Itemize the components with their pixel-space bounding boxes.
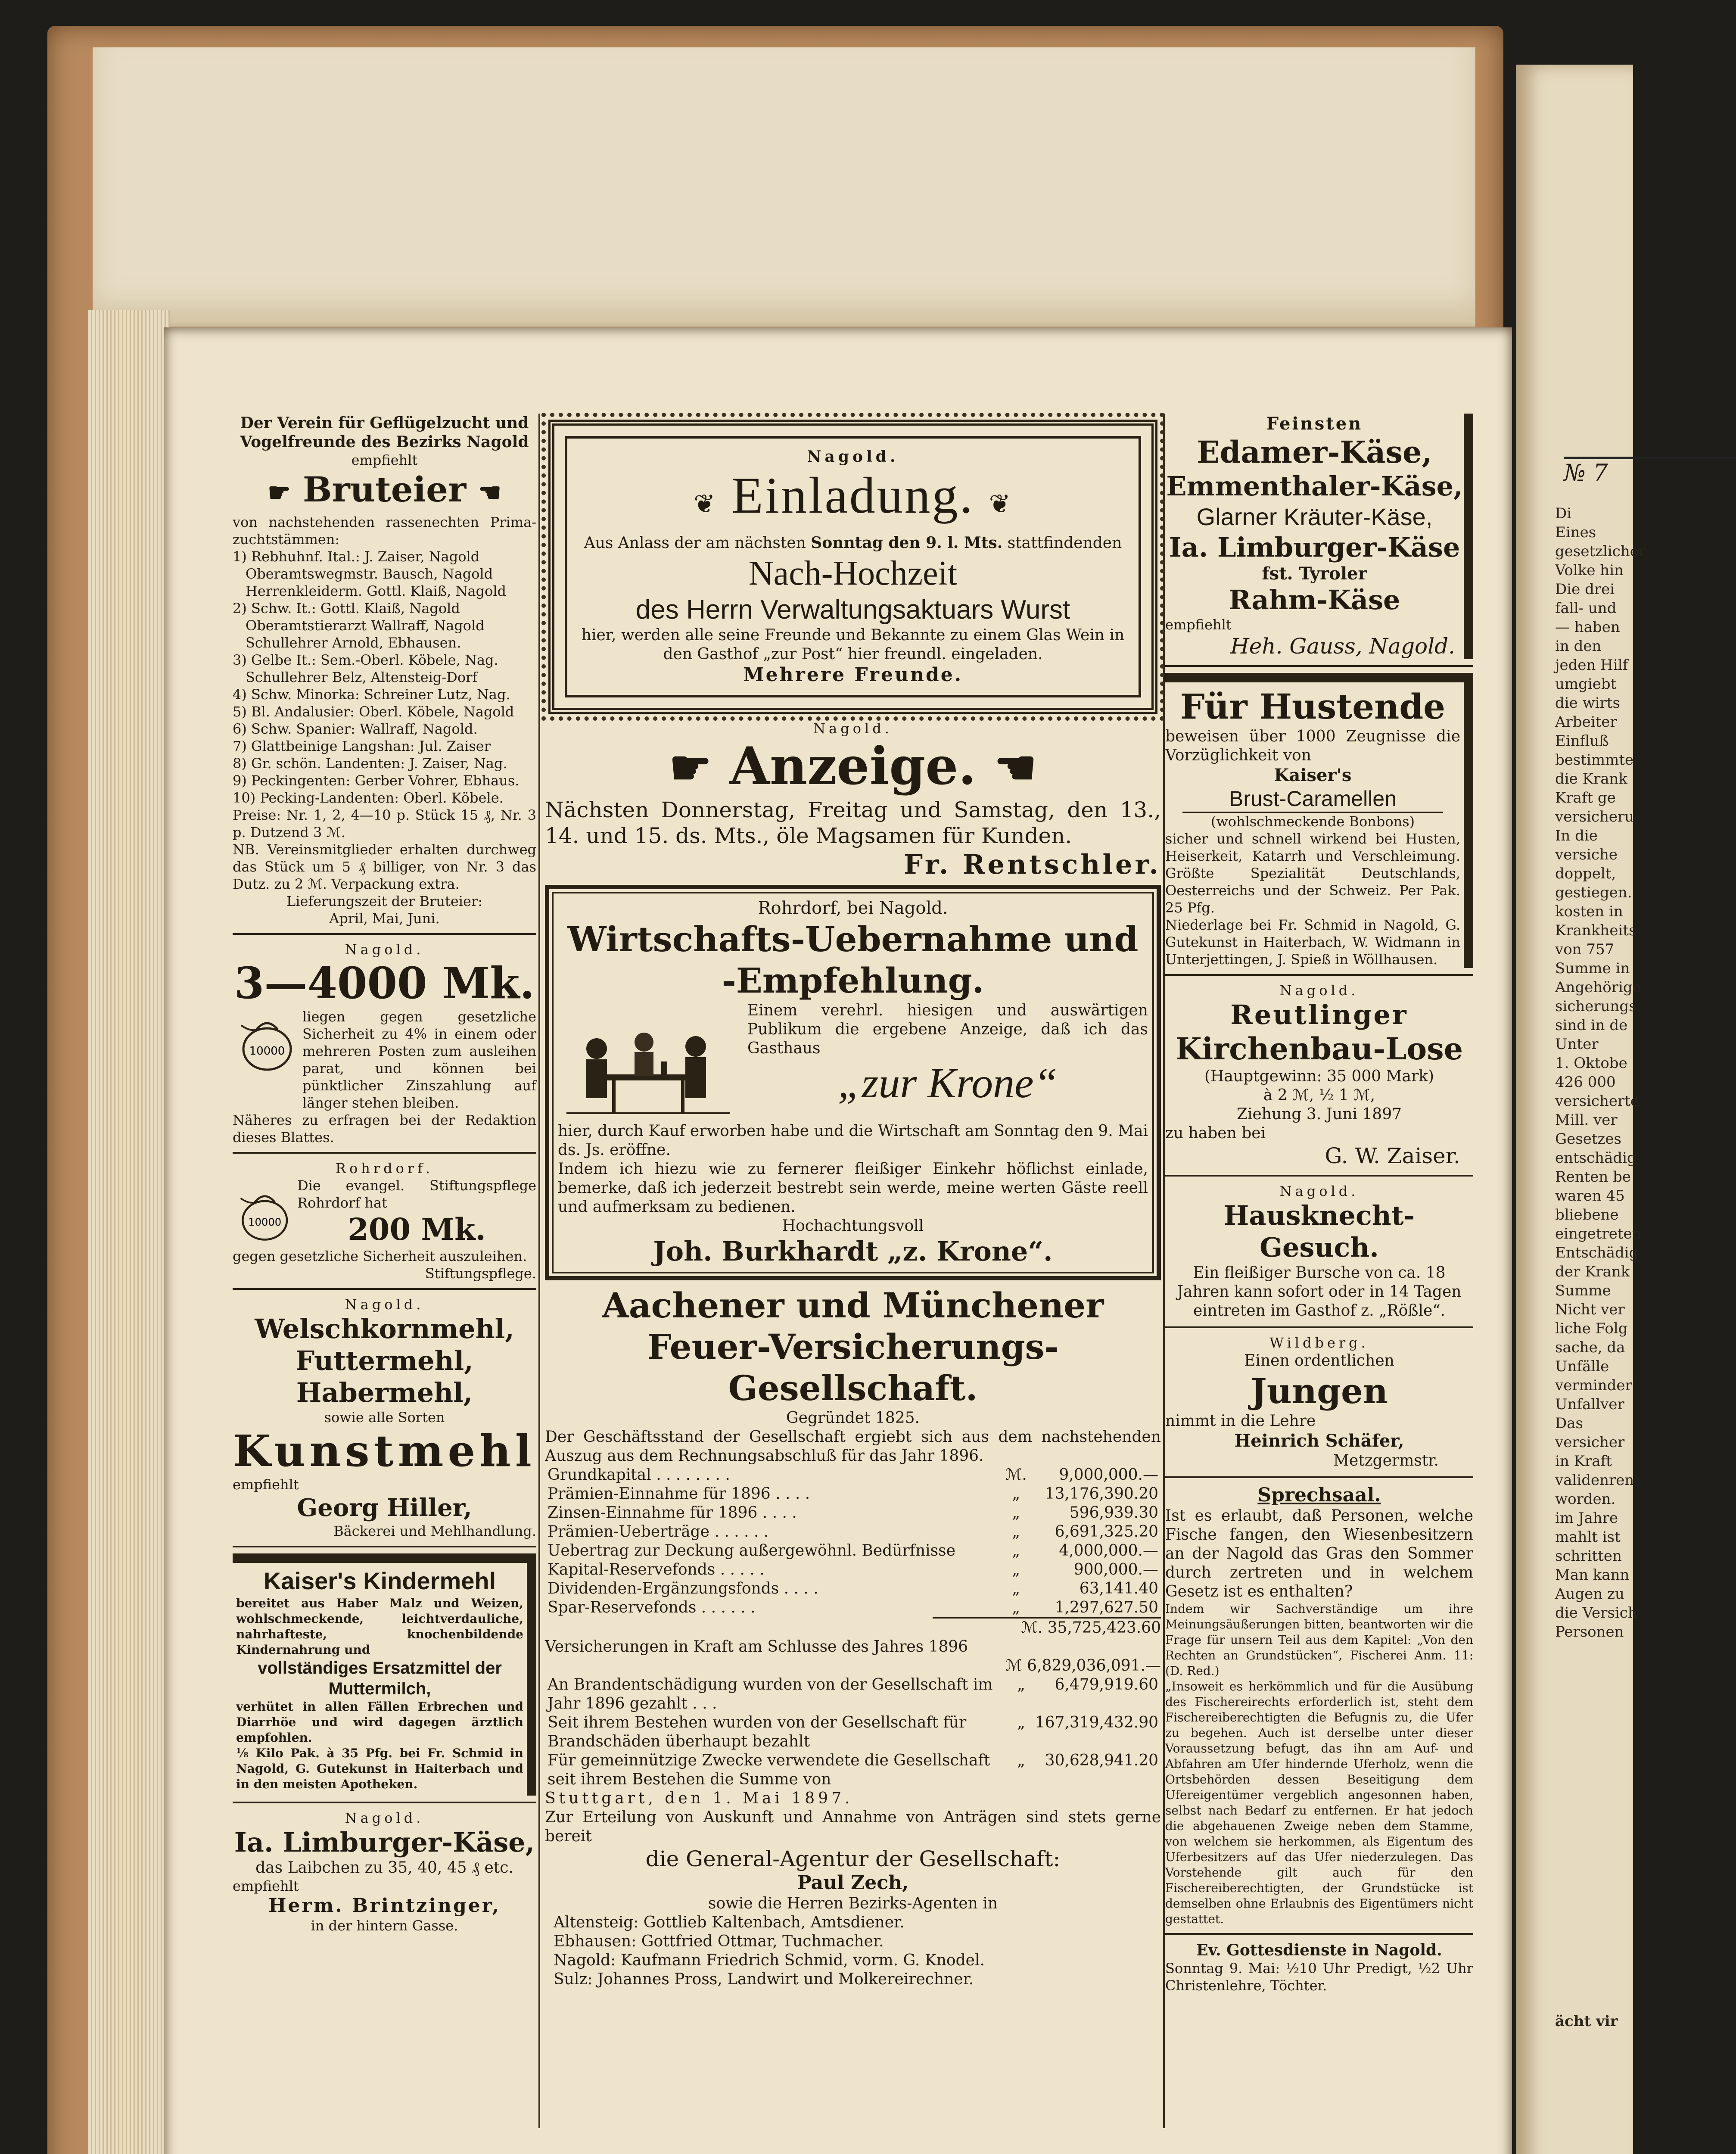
ad-limburger (233, 1809, 536, 1934)
table-row (545, 1675, 1161, 1713)
table-row (545, 1560, 1161, 1579)
vers-founded: Gegründet 1825. (786, 1409, 920, 1427)
lose-title2: Kirchenbau-Lose (1175, 1031, 1463, 1067)
bruteier-list (233, 548, 536, 806)
cell-label: Seit ihrem Bestehen wurden von der Gesellschaft für Brandschäden überhaupt bezahlt (548, 1714, 967, 1750)
next-page-line: von 757 (1555, 941, 1615, 958)
vers-title1: Aachener und Münchener (602, 1285, 1104, 1326)
empfiehlt: empfiehlt (1165, 616, 1232, 633)
table-row (545, 1713, 1161, 1751)
vers-agency: die General-Agentur der Gesellschaft: (645, 1846, 1061, 1871)
table-row (545, 1579, 1161, 1598)
divider (233, 1152, 536, 1154)
ad-versicherung (545, 1285, 1161, 1989)
next-page-line: Personen (1555, 1623, 1624, 1640)
einladung-text2: hier, werden alle seine Freunde und Bekannte zu einem Glas Wein in den Gasthof „zur Post“ hier freundl. eingeladen. (581, 626, 1125, 663)
agents-list (545, 1913, 1161, 1989)
jungen-title: Jungen (1250, 1371, 1388, 1411)
gottesdienste (1165, 1941, 1473, 1994)
money-amount: 3—4000 Mk. (234, 958, 535, 1009)
ad-kindermehl (233, 1553, 536, 1796)
next-page-line: In die (1555, 827, 1598, 844)
cell-amount: 167,319,432.90 (1035, 1714, 1158, 1731)
bruteier-item: 10) Pecking-Landenten: Oberl. Köbele. (233, 790, 504, 806)
table-row (545, 1503, 1161, 1522)
next-page-line: Arbeiter (1555, 713, 1617, 731)
cell-cur: ℳ. (1005, 1466, 1027, 1484)
stiftung-text: Die evangel. Stiftungspflege Rohrdorf hat (297, 1177, 536, 1211)
empfiehlt: empfiehlt (233, 1878, 299, 1894)
next-page-line: Summe in (1555, 960, 1630, 977)
cell-cur: „ (1017, 1676, 1026, 1693)
cell-cur: „ (1012, 1599, 1020, 1616)
krone-title1: Wirtschafts-Uebernahme und (567, 919, 1139, 959)
next-page-line: die wirts (1555, 694, 1620, 712)
cell-label: Dividenden-Ergänzungsfonds . . . . (548, 1580, 818, 1597)
table-row (545, 1541, 1161, 1560)
cell-amount: 6,479,919.60 (1055, 1676, 1158, 1693)
next-page-line: schritten (1555, 1547, 1622, 1565)
next-page-line: sind in de (1555, 1017, 1628, 1034)
cell-amount: 30,628,941.20 (1045, 1752, 1158, 1769)
empfiehlt: empfiehlt (233, 1476, 299, 1493)
cell-label: Für gemeinnützige Zwecke verwendete die Gesellschaft seit ihrem Bestehen die Summe von (548, 1752, 990, 1788)
next-page-line: — haben (1555, 619, 1620, 636)
ad-husten (1165, 673, 1473, 968)
next-page-line: Entschädig (1555, 1244, 1639, 1261)
next-page-line: versiche (1555, 846, 1618, 863)
season: April, Mai, Juni. (329, 910, 440, 927)
cell-cur: „ (1012, 1504, 1020, 1522)
kaese-top: Feinsten (1266, 414, 1363, 434)
cell-amount: 9,000,000.— (1059, 1466, 1158, 1484)
next-page-line: waren 45 (1555, 1187, 1625, 1205)
vers-insured: ℳ 6,829,036,091.— (1005, 1657, 1161, 1675)
gottesdienste-text: Sonntag 9. Mai: ½10 Uhr Predigt, ½2 Uhr Christenlehre, Töchter. (1165, 1960, 1473, 1994)
money-note: Näheres zu erfragen bei der Redaktion dieses Blattes. (233, 1112, 536, 1145)
next-page-line: Die drei (1555, 581, 1615, 598)
next-page-edge (1516, 65, 1646, 2154)
kindermehl-text2: verhütet in allen Fällen Erbrechen und Diarrhöe und wird dagegen ärztlich empfohlen. (236, 1700, 523, 1745)
kaese-l6: Rahm-Käse (1229, 584, 1400, 616)
money-text: liegen gegen gesetzliche Sicherheit zu 4% in einem oder mehreren Posten zum ausleihen parat, und können bei pünktlicher Zinszahlung auf länger stehen bleiben. (302, 1009, 536, 1111)
husten-note: (wohlschmeckende Bonbons) (1210, 813, 1415, 830)
ad-mehl (233, 1296, 536, 1540)
vers-agents-intro: sowie die Herren Bezirks-Agenten in (708, 1895, 998, 1912)
jungen-text: nimmt in die Lehre (1165, 1412, 1316, 1430)
next-page-line: Kraft ge (1555, 789, 1616, 806)
krone-text-block (747, 1001, 1148, 1122)
hausknecht-text: Ein fleißiger Bursche von ca. 18 Jahren kann sofort oder in 14 Tagen eintreten im Gasthof z. „Rößle“. (1177, 1264, 1462, 1320)
agent-line: Sulz: Johannes Pross, Landwirt und Molkereirechner. (554, 1970, 974, 1988)
husten-text1: beweisen über 1000 Zeugnisse die Vorzüglichkeit von (1165, 728, 1460, 764)
next-page-line: bestimmte (1555, 751, 1634, 769)
divider (1165, 1933, 1473, 1935)
kindermehl-title: Kaiser's Kindermehl (263, 1567, 496, 1594)
krone-sign: Joh. Burkhardt „z. Krone“. (653, 1236, 1053, 1267)
cell-label: Prämien-Einnahme für 1896 . . . . (548, 1485, 810, 1503)
stiftung-text2: gegen gesetzliche Sicherheit auszuleihen. (233, 1248, 527, 1264)
mehl-trade: Bäckerei und Mehlhandlung. (333, 1523, 536, 1539)
krone-regards: Hochachtungsvoll (782, 1217, 924, 1235)
table-row (545, 1598, 1161, 1617)
einladung-text1b: Sonntag den 9. l. Mts. (811, 534, 1003, 552)
lose-price: à 2 ℳ, ½ 1 ℳ, (1263, 1086, 1375, 1104)
divider (233, 1802, 536, 1803)
next-page-line: Unfälle (1555, 1358, 1609, 1375)
gottesdienste-title: Ev. Gottesdienste in Nagold. (1196, 1941, 1442, 1959)
next-page-footer: ächt vir (1555, 2013, 1618, 2030)
husten-text3: Niederlage bei Fr. Schmid in Nagold, G. Gutekunst in Haiterbach, W. Widmann in Unterjettingen, J. Spieß in Wöllhausen. (1165, 917, 1460, 968)
next-page-line: in den (1555, 638, 1602, 655)
stiftung-amount: 200 Mk. (348, 1211, 486, 1247)
cell-cur: „ (1017, 1714, 1026, 1731)
bruteier-item: 5) Bl. Andalusier: Oberl. Köbele, Nagold (233, 703, 514, 720)
jungen-trade: Metzgermstr. (1333, 1452, 1439, 1469)
pointing-hand-icon: ☛ (268, 478, 291, 508)
einladung-title-row (580, 466, 1126, 533)
kaese-sign: Heh. Gauss, Nagold. (1230, 634, 1455, 659)
jungen-intro: Einen ordentlichen (1244, 1352, 1394, 1370)
empfiehlt: empfiehlt (351, 452, 418, 468)
place: Nagold. (345, 941, 424, 958)
next-page-line: kosten in (1555, 903, 1623, 920)
mehl-line5: Kunstmehl (233, 1426, 536, 1476)
bruteier-item: 7) Glattbeinige Langshan: Jul. Zaiser (233, 738, 491, 754)
einladung-sign: Mehrere Freunde. (743, 664, 963, 686)
lose-draw: Ziehung 3. Juni 1897 (1236, 1105, 1402, 1123)
bruteier-item: 3) Gelbe It.: Sem.-Oberl. Köbele, Nag. Schullehrer Belz, Altensteig-Dorf (233, 652, 498, 685)
lose-title1: Reutlinger (1230, 999, 1408, 1030)
sprechsaal-text1: Ist es erlaubt, daß Personen, welche Fische fangen, den Wiesenbesitzern an der Nagold das Gras den Sommer durch zertreten und in welchem Gesetz ist es enthalten? (1165, 1507, 1473, 1600)
lose-avail: zu haben bei (1165, 1124, 1266, 1142)
bruteier-title-row (233, 469, 536, 514)
next-page-line: gesetzlicher (1555, 543, 1646, 560)
cell-amount: 596,939.30 (1069, 1504, 1158, 1522)
next-page-line: Eines (1555, 524, 1596, 541)
krone-title2: -Empfehlung. (722, 960, 984, 1001)
column-right (1165, 414, 1473, 2128)
bruteier-item: 4) Schw. Minorka: Schreiner Lutz, Nag. (233, 686, 510, 703)
bruteier-item: 1) Rebhuhnf. Ital.: J. Zaiser, Nagold Oberamtswegmstr. Bausch, Nagold Herrenkleiderm. Gottl. Klaiß, Nagold (233, 548, 507, 599)
next-page-line: worden. (1555, 1491, 1616, 1508)
agent-line: Ebhausen: Gottfried Ottmar, Tuchmacher. (554, 1933, 884, 1950)
next-page-line: entschädig (1555, 1149, 1636, 1167)
cell-cur: „ (1012, 1542, 1020, 1559)
krone-text1: Einem verehrl. hiesigen und auswärtigen Publikum die ergebene Anzeige, daß ich das Gasthaus (747, 1002, 1148, 1057)
next-page-line: mahlt ist (1555, 1528, 1621, 1546)
mehl-line2: Futtermehl, (296, 1345, 473, 1376)
next-page-line: verminder (1555, 1377, 1632, 1394)
cell-cur: „ (1012, 1485, 1020, 1503)
kindermehl-highlight: vollständiges Ersatzmittel der Muttermilch, (258, 1659, 502, 1698)
kaese-l3: Glarner Kräuter-Käse, (1196, 503, 1433, 530)
next-page-line: umgiebt (1555, 675, 1617, 693)
next-page-line: Summe (1555, 1282, 1611, 1299)
cell-label: Zinsen-Einnahme für 1896 . . . . (548, 1504, 797, 1522)
next-page-line: Gesetzes (1555, 1130, 1621, 1148)
next-page-line: Mill. ver (1555, 1111, 1618, 1129)
kaese-l5: fst. Tyroler (1262, 563, 1367, 584)
cell-cur: „ (1012, 1580, 1020, 1597)
cell-amount: 1,297,627.50 (1055, 1599, 1158, 1616)
next-page-line: in Kraft (1555, 1453, 1612, 1470)
vers-offer: Zur Erteilung von Auskunft und Annahme von Anträgen sind stets gerne bereit (545, 1808, 1161, 1845)
next-page-line: eingetreten (1555, 1225, 1642, 1242)
next-page-header: № 7 (1564, 457, 1736, 494)
einladung-text1-row (580, 533, 1126, 553)
next-page-line: im Jahre (1555, 1510, 1618, 1527)
divider (233, 1288, 536, 1290)
husten-brand: Kaiser's (1274, 765, 1352, 785)
next-page-line: versicher (1555, 1434, 1625, 1451)
einladung-event: Nach-Hochzeit (748, 554, 958, 592)
pointing-hand-left-icon: ☚ (994, 740, 1037, 795)
bruteier-nb: NB. Vereinsmitglieder erhalten durchweg das Stück um 5 ₰ billiger, von Nr. 3 das Dutz. zu 2 ℳ. Verpackung extra. (233, 841, 536, 892)
table-row (545, 1466, 1161, 1485)
next-page-line: bliebene (1555, 1206, 1619, 1223)
cell-label: Uebertrag zur Deckung außergewöhnl. Bedürfnisse (548, 1542, 955, 1559)
ad-krone (545, 885, 1161, 1280)
next-page-line: der Krank (1555, 1263, 1630, 1280)
stiftung-body (233, 1177, 536, 1248)
column-middle (545, 414, 1161, 2128)
ad-stiftung (233, 1160, 536, 1282)
ornament-icon: ❦ (694, 490, 717, 518)
kindermehl-text1: bereitet aus Haber Malz und Weizen, wohlschmeckende, leichtverdauliche, nahrhafteste, knochenbildende Kindernahrung und (236, 1596, 523, 1657)
society: Der Verein für Geflügelzucht und Vogelfreunde des Bezirks Nagold (240, 414, 529, 451)
vers-date: Stuttgart, den 1. Mai 1897. (545, 1790, 853, 1807)
pointing-hand-left-icon: ☚ (478, 478, 501, 508)
limburger-name: Herm. Brintzinger, (268, 1895, 501, 1917)
next-page-line: sache, da (1555, 1339, 1625, 1356)
season-label: Lieferungszeit der Bruteier: (286, 893, 483, 909)
krone-body (558, 1001, 1148, 1122)
next-page-line: Volke hin (1555, 562, 1624, 579)
next-page-line: 1. Oktobe (1555, 1055, 1627, 1072)
divider (1165, 974, 1473, 976)
jungen-name: Heinrich Schäfer, (1234, 1431, 1404, 1451)
cell-label: Grundkapital . . . . . . . . (548, 1466, 730, 1484)
cell-label: An Brandentschädigung wurden von der Gesellschaft im Jahr 1896 gezahlt . . . (548, 1676, 993, 1712)
einladung-person: des Herrn Verwaltungsaktuars Wurst (635, 595, 1070, 625)
column-rule-1 (538, 414, 540, 2128)
husten-title: Für Hustende (1180, 686, 1446, 727)
sprechsaal-text2: Indem wir Sachverständige um ihre Meinungsäußerungen bitten, beantworten wir die Frage für unsern Teil aus dem Kapitel: „Von den Rechten an Grundstücken“, Fischerei Anm. 11: (D. Red.) (1165, 1602, 1473, 1678)
place: Rohrdorf. (335, 1160, 434, 1177)
lose-prize: (Hauptgewinn: 35 000 Mark) (1204, 1068, 1434, 1085)
ad-anzeige (545, 720, 1161, 881)
husten-text2: sicher und schnell wirkend bei Husten, Heiserkeit, Katarrh und Verschleimung. Größte Spezialität Deutschlands, Oesterreichs und der Schweiz. Per Pak. 25 Pfg. (1165, 831, 1460, 916)
next-page-line: Augen zu (1555, 1585, 1624, 1603)
bruteier-title: Bruteier (302, 469, 467, 510)
vers-insured-label: Versicherungen in Kraft am Schlusse des Jahres 1896 (545, 1638, 968, 1656)
next-page-line: die Krank (1555, 770, 1627, 788)
next-page-line: fall- und (1555, 600, 1617, 617)
kaese-l1: Edamer-Käse, (1197, 434, 1432, 470)
next-page-line: liche Folg (1555, 1320, 1628, 1337)
place: Nagold. (807, 448, 899, 466)
husten-product: Brust-Caramellen (1182, 786, 1443, 813)
anzeige-title: Anzeige. (729, 736, 977, 797)
pointing-hand-icon: ☛ (669, 740, 712, 795)
anzeige-text: Nächsten Donnerstag, Freitag und Samstag, den 13., 14. und 15. ds. Mts., öle Magsamen für Kunden. (545, 797, 1161, 848)
einladung-text1: Aus Anlass der am nächsten (584, 534, 806, 552)
money-bag-icon (233, 1008, 297, 1073)
next-page-line: Man kann (1555, 1566, 1630, 1584)
cell-cur: „ (1017, 1752, 1026, 1769)
ad-lose (1165, 982, 1473, 1169)
next-page-line: Einfluß (1555, 732, 1609, 750)
cell-cur: „ (1012, 1561, 1020, 1578)
column-rule-2 (1163, 414, 1165, 2128)
anzeige-sign: Fr. Rentschler. (903, 849, 1161, 880)
bruteier-intro: von nachstehenden rassenechten Prima-zuchtstämmen: (233, 514, 536, 548)
limburger-title: Ia. Limburger-Käse, (234, 1827, 535, 1858)
divider (1165, 665, 1473, 667)
cell-amount: 4,000,000.— (1059, 1542, 1158, 1559)
ad-jungen (1165, 1334, 1473, 1470)
bruteier-item: 8) Gr. schön. Landenten: J. Zaiser, Nag. (233, 755, 507, 772)
next-page-line: sicherungs (1555, 998, 1636, 1015)
divider (1165, 1476, 1473, 1478)
money-bag-label: 10000 (249, 1045, 285, 1058)
divider (1165, 1175, 1473, 1177)
table-row (545, 1522, 1161, 1541)
next-page-line: Unter (1555, 1036, 1599, 1053)
next-page-line: versicheru (1555, 808, 1634, 825)
kindermehl-price: ⅛ Kilo Pak. à 35 Pfg. bei Fr. Schmid in Nagold, G. Gutekunst in Haiterbach und in den meisten Apotheken. (236, 1746, 523, 1791)
krone-text2: hier, durch Kauf erworben habe und die Wirtschaft am Sonntag den 9. Mai ds. Js. eröffne. (558, 1122, 1148, 1159)
krone-place: Rohrdorf, bei Nagold. (758, 898, 948, 918)
einladung-inner (565, 436, 1141, 697)
place: Nagold. (345, 1810, 424, 1826)
kaese-l2: Emmenthaler-Käse, (1166, 470, 1463, 502)
anzeige-title-row (545, 737, 1161, 797)
money-body (233, 1008, 536, 1111)
divider (233, 1546, 536, 1547)
ad-hausknecht (1165, 1183, 1473, 1320)
limburger-addr: in der hintern Gasse. (311, 1917, 458, 1934)
next-page-line: gestiegen. (1555, 884, 1632, 901)
next-page-line: validenren (1555, 1472, 1634, 1489)
ornament-icon: ❦ (989, 490, 1012, 518)
mehl-line3: Habermehl, (296, 1377, 473, 1408)
column-left (233, 414, 536, 2128)
claims-table (545, 1675, 1161, 1789)
folded-flap (93, 47, 1475, 327)
cell-amount: 13,176,390.20 (1045, 1485, 1158, 1503)
place: Wildberg. (1269, 1335, 1369, 1351)
money-bag-label: 10000 (248, 1215, 282, 1228)
mehl-line4: sowie alle Sorten (324, 1409, 445, 1426)
next-page-line: die Versich (1555, 1604, 1637, 1622)
cell-amount: 63,141.40 (1079, 1580, 1158, 1597)
agent-line: Altensteig: Gottlieb Kaltenbach, Amtsdiener. (554, 1914, 905, 1931)
ad-money-3000 (233, 941, 536, 1146)
lose-sign: G. W. Zaiser. (1325, 1143, 1460, 1168)
place: Nagold. (1279, 1183, 1359, 1199)
next-page-line: 426 000 (1555, 1074, 1616, 1091)
divider (1165, 1326, 1473, 1328)
bruteier-item: 6) Schw. Spanier: Wallraff, Nagold. (233, 721, 478, 737)
place: Nagold. (813, 720, 893, 737)
next-page-line: Angehörige (1555, 979, 1641, 996)
cell-label: Spar-Reservefonds . . . . . . (548, 1599, 756, 1616)
vers-total: ℳ. 35,725,423.60 (933, 1617, 1161, 1637)
page-stack-edge (88, 310, 170, 2154)
hausknecht-title: Hausknecht-Gesuch. (1223, 1200, 1415, 1263)
agent-line: Nagold: Kaufmann Friedrich Schmid, vorm. G. Knodel. (554, 1952, 985, 1969)
tavern-scene-illustration (558, 1001, 739, 1122)
ad-kaese (1165, 414, 1473, 659)
mehl-name: Georg Hiller, (297, 1494, 472, 1522)
vers-intro: Der Geschäftsstand der Gesellschaft ergiebt sich aus dem nachstehenden Auszug aus dem Rechnungsabschluß für das Jahr 1896. (545, 1428, 1161, 1465)
place: Nagold. (1279, 982, 1359, 999)
stiftung-text-block (297, 1177, 536, 1248)
vers-agent: Paul Zech, (797, 1872, 909, 1894)
ad-bruteier (233, 414, 536, 927)
next-page-line: jeden Hilf (1555, 657, 1628, 674)
mehl-line1: Welschkornmehl, (255, 1313, 514, 1345)
sprechsaal (1165, 1484, 1473, 1927)
cell-amount: 900,000.— (1073, 1561, 1158, 1578)
divider (233, 933, 536, 935)
next-page-line: Das (1555, 1415, 1583, 1432)
krone-inn: „zur Krone“ (837, 1059, 1058, 1107)
sprechsaal-text3: „Insoweit es herkömmlich und für die Ausübung des Fischereirechts erforderlich ist, steht dem Fischereiberechtigten die Befugnis zu, die Ufer zu begehen. Auch ist derselbe unter dieser Voraussetzung befugt, das ihn am Auf- und Abfahren am Ufer hindernde Uferholz, wenn die Ortsbehörden dessen Beseitigung dem Ufereigentümer vergeblich angesonnen haben, selbst nach Bedarf zu entfernen. Er hat jedoch die abgehauenen Zweige neben dem Stamme, von welchem sie herkommen, als Eigentum des Uferbesitzers auf das Ufer niederzulegen. Das Vorstehende gilt auch für den Fischereiberechtigten, der Grundstücke ist demselben ohne Erlaubnis des Eigentümers nicht gestattet. (1165, 1679, 1473, 1926)
cell-cur: „ (1012, 1523, 1020, 1541)
sprechsaal-title: Sprechsaal. (1257, 1484, 1381, 1506)
next-page-line: Krankheits (1555, 922, 1636, 939)
balance-table (545, 1466, 1161, 1617)
limburger-text: das Laibchen zu 35, 40, 45 ₰ etc. (255, 1859, 513, 1877)
cell-label: Prämien-Ueberträge . . . . . . (548, 1523, 769, 1541)
next-page-line: Renten be (1555, 1168, 1631, 1186)
next-page-line: Unfallver (1555, 1396, 1624, 1413)
table-row (545, 1751, 1161, 1789)
bruteier-item: 2) Schw. It.: Gottl. Klaiß, Nagold Oberamtstierarzt Wallraff, Nagold Schullehrer Arnold, Ebhausen. (233, 600, 485, 651)
next-page-line: versicherte (1555, 1093, 1640, 1110)
ad-einladung (548, 420, 1157, 714)
vers-title2: Feuer-Versicherungs-Gesellschaft. (647, 1326, 1059, 1408)
bruteier-prices: Preise: Nr. 1, 2, 4—10 p. Stück 15 ₰, Nr. 3 p. Dutzend 3 ℳ. (233, 807, 536, 840)
cell-amount: 6,691,325.20 (1055, 1523, 1158, 1541)
stiftung-sign: Stiftungspflege. (425, 1265, 536, 1282)
next-page-line: Nicht ver (1555, 1301, 1625, 1318)
place: Nagold. (345, 1296, 424, 1313)
money-bag-icon (233, 1182, 293, 1242)
einladung-text1c: stattfindenden (1007, 534, 1122, 552)
einladung-title: Einladung. (731, 467, 974, 524)
bruteier-item: 9) Peckingenten: Gerber Vohrer, Ebhaus. (233, 772, 520, 789)
kaese-l4: Ia. Limburger-Käse (1169, 532, 1460, 563)
krone-text3: Indem ich hiezu wie zu fernerer fleißiger Einkehr höflichst einlade, bemerke, daß ich jederzeit bestrebt sein werde, meine werten Gäste reell und aufmerksam zu bedienen. (558, 1160, 1148, 1216)
table-row (545, 1485, 1161, 1503)
next-page-line: doppelt, (1555, 865, 1616, 882)
cell-label: Kapital-Reservefonds . . . . . (548, 1561, 765, 1578)
next-page-line: Di (1555, 505, 1572, 522)
